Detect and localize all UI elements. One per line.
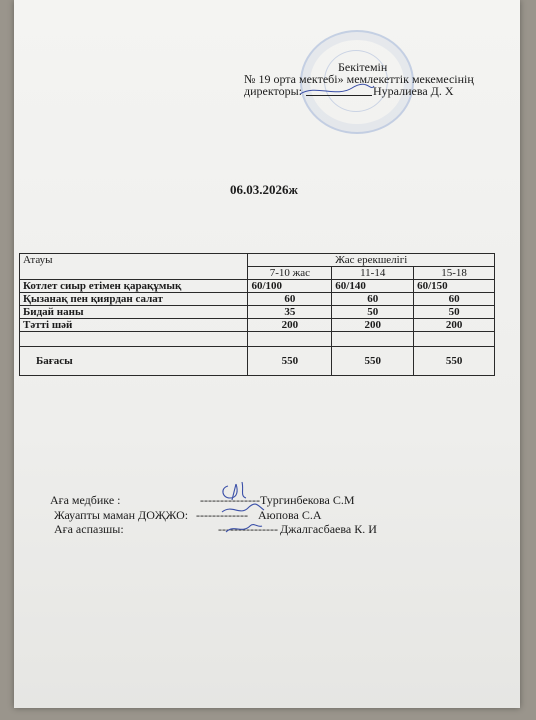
- dish-portion: 200: [332, 319, 414, 332]
- empty-cell: [414, 332, 495, 347]
- dish-portion: 50: [414, 306, 495, 319]
- signer-name: Тургинбекова С.М: [260, 493, 355, 507]
- handwritten-signatures: [214, 476, 274, 546]
- dish-name: Тәтті шәй: [20, 319, 248, 332]
- empty-cell: [332, 332, 414, 347]
- signer-name: Джалгасбаева К. И: [280, 522, 377, 536]
- approval-director-label: директоры:: [244, 84, 303, 98]
- menu-table: [19, 253, 495, 376]
- dish-portion: 60: [414, 293, 495, 306]
- price-label: Бағасы: [20, 347, 248, 376]
- dish-portion: 60/150: [414, 280, 495, 293]
- dish-portion: 60: [332, 293, 414, 306]
- dish-portion: 60/140: [332, 280, 414, 293]
- dish-portion: 35: [248, 306, 332, 319]
- table-row: [20, 293, 495, 306]
- price-value: 550: [332, 347, 414, 376]
- table-row: [20, 306, 495, 319]
- signer-name: Аюпова С.А: [258, 508, 322, 522]
- dish-portion: 60/100: [248, 280, 332, 293]
- menu-date: 06.03.2026ж: [230, 182, 298, 197]
- signer-dashes: ---------------: [218, 522, 278, 536]
- approval-org-line: № 19 орта мектебі» мемлекеттік мекемесінің: [244, 72, 474, 86]
- dish-name: Котлет сиыр етімен қарақұмық: [20, 280, 248, 293]
- dish-portion: 200: [248, 319, 332, 332]
- dish-portion: 50: [332, 306, 414, 319]
- signer-role: Аға медбике :: [50, 493, 121, 507]
- age-group-11-14: 11-14: [332, 267, 414, 280]
- signer-dashes: ---------------: [200, 493, 260, 507]
- empty-cell: [20, 332, 248, 347]
- table-row: [20, 319, 495, 332]
- age-group-7-10: 7-10 жас: [248, 267, 332, 280]
- table-row: [20, 280, 495, 293]
- dish-portion: 200: [414, 319, 495, 332]
- signer-dashes: -------------: [196, 508, 248, 522]
- table-row-price: [20, 347, 495, 376]
- dish-name: Қызанақ пен қиярдан салат: [20, 293, 248, 306]
- approval-director-name: Нуралиева Д. Х: [373, 84, 454, 98]
- table-row: [20, 332, 495, 347]
- table-header-row: [20, 254, 495, 267]
- director-signature: [296, 80, 376, 100]
- signer-role: Жауапты маман ДОҖЖО:: [54, 508, 189, 522]
- approval-title: Бекітемін: [338, 60, 388, 74]
- dish-name: Бидай наны: [20, 306, 248, 319]
- dish-portion: 60: [248, 293, 332, 306]
- price-value: 550: [414, 347, 495, 376]
- signer-role: Аға аспазшы:: [54, 522, 124, 536]
- empty-cell: [248, 332, 332, 347]
- col-name-header: Атауы: [20, 254, 248, 280]
- age-group-15-18: 15-18: [414, 267, 495, 280]
- age-group-header: Жас ерекшелігі: [248, 254, 495, 267]
- price-value: 550: [248, 347, 332, 376]
